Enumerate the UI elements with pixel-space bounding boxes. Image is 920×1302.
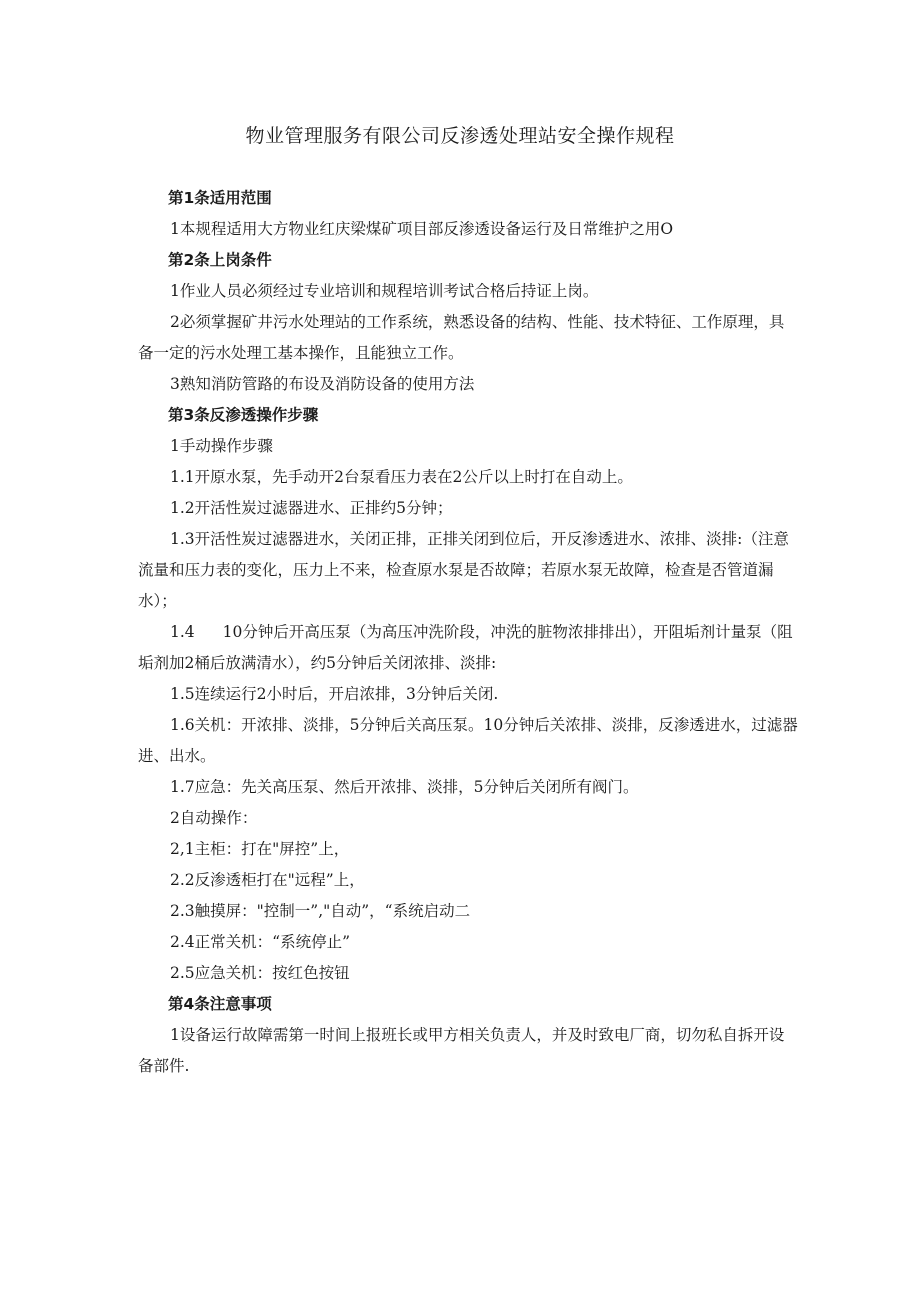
section-4-paragraph-1: 1设备运行故障需第一时间上报班长或甲方相关负责人，并及时致电厂商，切勿私自拆开设备部件. <box>138 1026 785 1075</box>
section-1-paragraph-1: 1本规程适用大方物业红庆梁煤矿项目部反渗透设备运行及日常维护之用O <box>170 220 674 238</box>
section-2-paragraph-1: 1作业人员必须经过专业培训和规程培训考试合格后持证上岗。 <box>170 282 599 300</box>
section-3-heading: 第3条反渗透操作步骤 <box>168 406 319 424</box>
section-1-heading: 第1条适用范围 <box>168 189 272 207</box>
section-3-paragraph-2: 1.1开原水泵，先手动开2台泵看压力表在2公斤以上时打在自动上。 <box>170 468 633 486</box>
section-3-paragraph-6: 1.5连续运行2小时后，开启浓排，3分钟后关闭. <box>170 685 499 703</box>
step-text: 10分钟后开高压泵（为高压冲洗阶段，冲洗的脏物浓排排出），开阻垢剂计量泵（阻垢剂加2桶后放满清水），约5分钟后关闭浓排、淡排: <box>138 623 793 672</box>
section-3-paragraph-13: 2.4正常关机：“系统停止” <box>170 933 350 951</box>
section-3-paragraph-11: 2.2反渗透柜打在"远程”上， <box>170 871 365 889</box>
section-3-paragraph-10: 2,1主柜：打在"屏控”上， <box>170 840 350 858</box>
section-4-heading: 第4条注意事项 <box>168 995 272 1013</box>
section-3-paragraph-4: 1.3开活性炭过滤器进水，关闭正排，正排关闭到位后，开反渗透进水、浓排、淡排:（注意流量和压力表的变化，压力上不来，检查原水泵是否故障；若原水泵无故障，检查是否管道漏水）； <box>138 530 789 610</box>
section-3-paragraph-3: 1.2开活性炭过滤器进水、正排约5分钟； <box>170 499 453 517</box>
section-3-paragraph-14: 2.5应急关机：按红色按钮 <box>170 964 350 982</box>
step-number: 1.4 <box>170 623 195 641</box>
document-body <box>138 183 798 1082</box>
document-title: 物业管理服务有限公司反渗透处理站安全操作规程 <box>245 125 675 147</box>
section-2-paragraph-2: 2必须掌握矿井污水处理站的工作系统，熟悉设备的结构、性能、技术特征、工作原理，具备一定的污水处理工基本操作，且能独立工作。 <box>138 313 785 362</box>
section-3-paragraph-9: 2自动操作： <box>170 809 258 827</box>
section-3-paragraph-1: 1手动操作步骤 <box>170 437 273 455</box>
section-3-paragraph-5 <box>138 617 798 679</box>
section-3-paragraph-8: 1.7应急：先关高压泵、然后开浓排、淡排，5分钟后关闭所有阀门。 <box>170 778 639 796</box>
section-3-paragraph-7: 1.6关机：开浓排、淡排，5分钟后关高压泵。10分钟后关浓排、淡排，反渗透进水，过滤器进、出水。 <box>138 716 798 765</box>
section-2-paragraph-3: 3熟知消防管路的布设及消防设备的使用方法 <box>170 375 475 393</box>
section-2-heading: 第2条上岗条件 <box>168 251 272 269</box>
section-3-paragraph-12: 2.3触摸屏："控制一”,"自动”，“系统启动二 <box>170 902 471 920</box>
